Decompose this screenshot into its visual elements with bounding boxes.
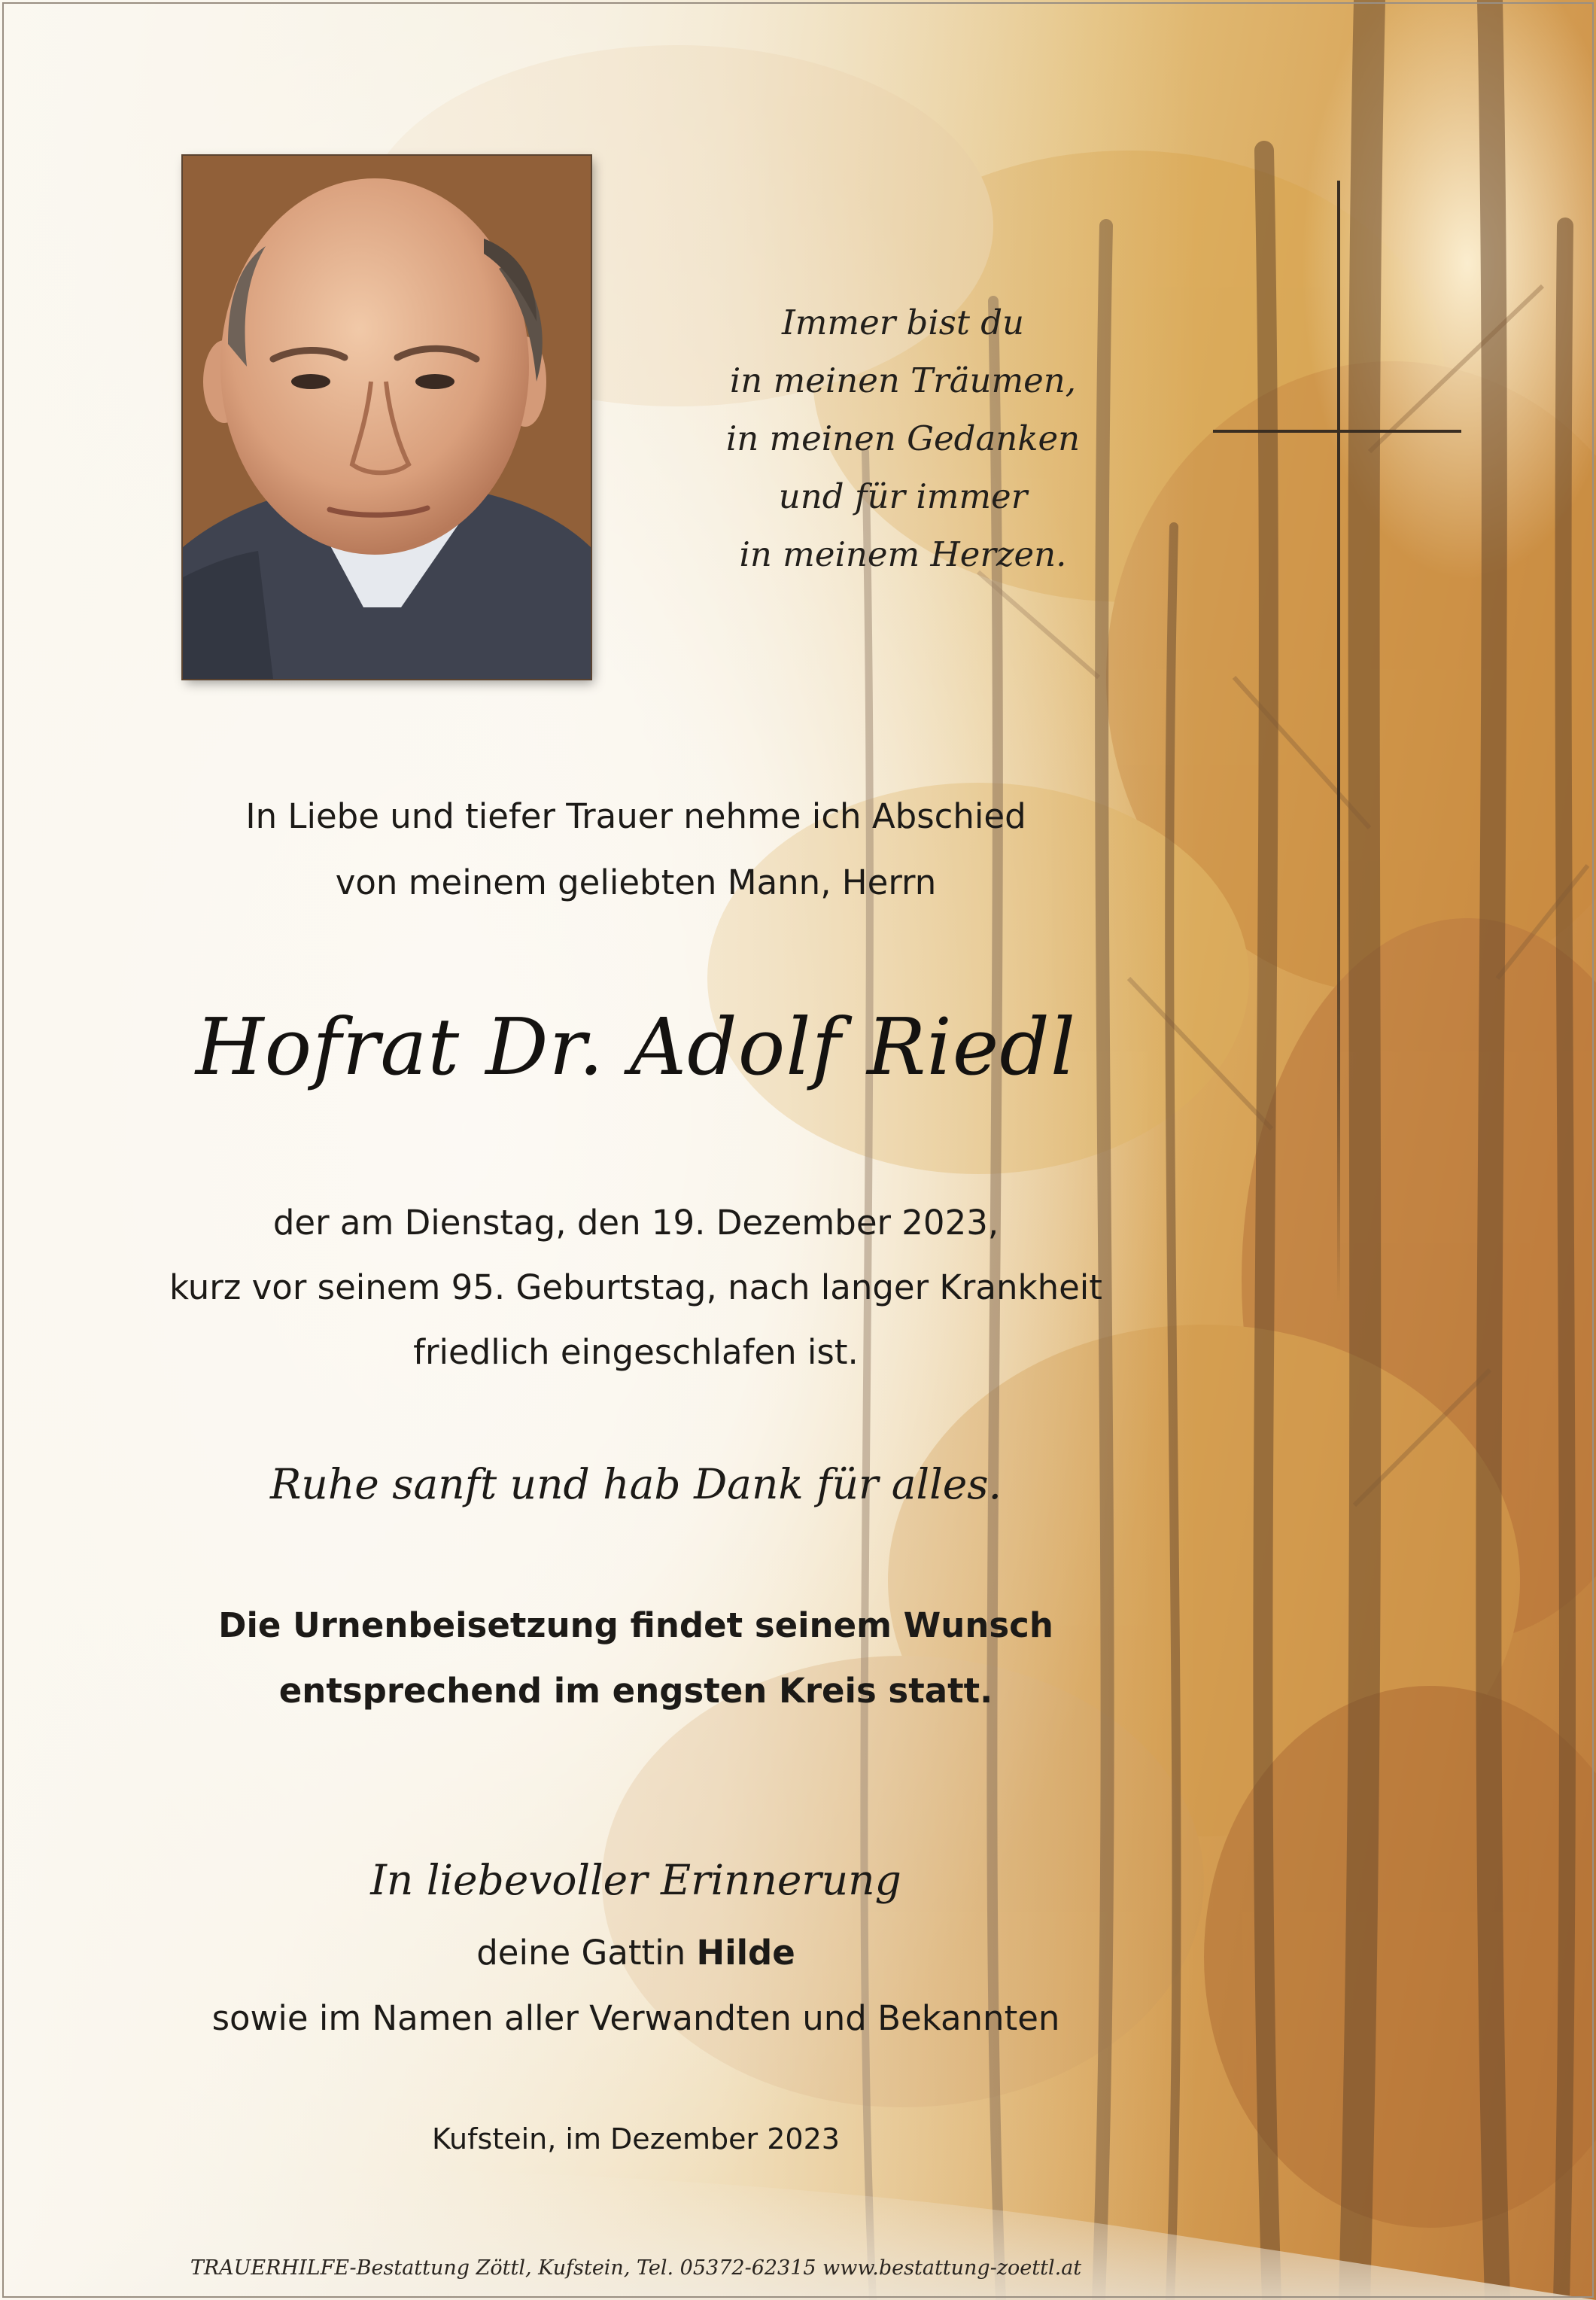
portrait-photo [183,156,591,679]
poem-line: Immer bist du [781,303,1025,342]
death-notice-line: der am Dienstag, den 19. Dezember 2023, [272,1203,999,1243]
farewell-phrase: Ruhe sanft und hab Dank für alles. [269,1460,1002,1508]
mourner-wife [0,1933,1272,1973]
poem-line: und für immer [778,476,1028,516]
mourner-relatives: sowie im Namen aller Verwandten und Bekannten [211,1998,1060,2038]
place-date: Kufstein, im Dezember 2023 [432,2122,840,2155]
mourner-wife-prefix: deine Gattin [476,1933,697,1973]
intro-line: In Liebe und tiefer Trauer nehme ich Abschied [245,796,1026,836]
cross-vertical-beam [1337,181,1340,1302]
deceased-name: Hofrat Dr. Adolf Riedl [195,1001,1077,1093]
burial-notice-line: Die Urnenbeisetzung findet seinem Wunsch [218,1605,1053,1645]
poem-line: in meinem Herzen. [739,534,1067,574]
death-notice-line: kurz vor seinem 95. Geburtstag, nach langer Krankheit [169,1267,1102,1307]
mourner-wife-name: Hilde [696,1933,795,1973]
death-notice-line: friedlich eingeschlafen ist. [413,1332,859,1372]
cross-horizontal-beam [1213,430,1461,433]
poem-verse [662,294,1144,583]
burial-notice-line: entsprechend im engsten Kreis statt. [278,1671,993,1711]
intro-line: von meinem geliebten Mann, Herrn [335,862,937,902]
poem-line: in meinen Träumen, [729,361,1077,400]
poem-line: in meinen Gedanken [725,418,1081,458]
funeral-home-footer: TRAUERHILFE-Bestattung Zöttl, Kufstein, Tel. 05372-62315 www.bestattung-zoettl.at [190,2256,1082,2280]
memory-phrase: In liebevoller Erinnerung [370,1856,901,1904]
